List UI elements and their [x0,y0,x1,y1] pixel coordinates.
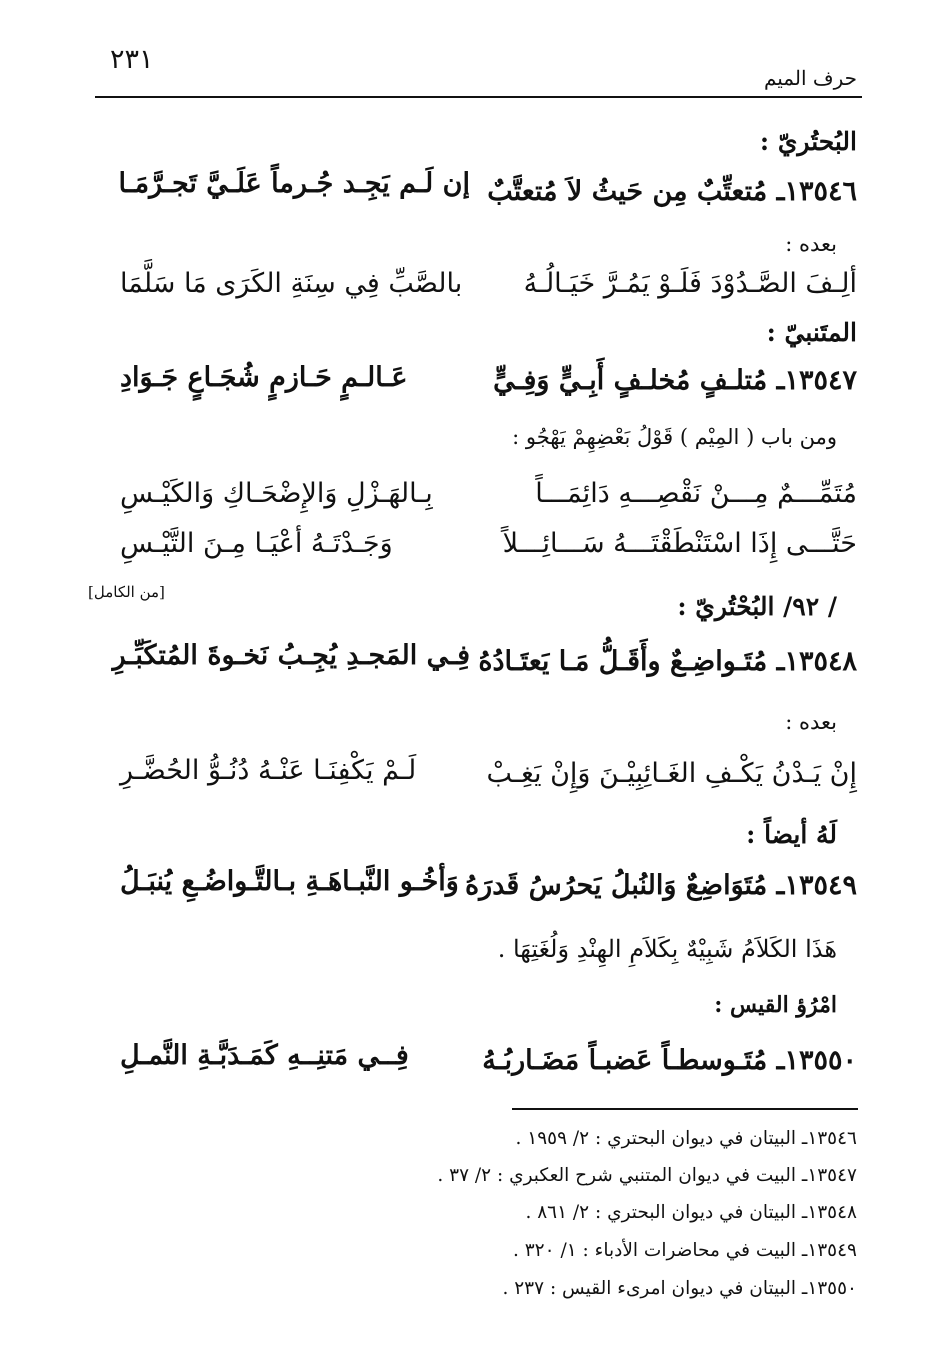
verse-hemistich-1: ١٣٥٤٦ـ مُتعتِّبٌ مِن حَيثُ لاَ مُتعتَّبٌ [487,176,857,207]
footnote: ١٣٥٤٩ـ البيت في محاضرات الأدباء : ١/ ٣٢٠ . [512,1240,857,1261]
verse-hemistich-2: فِـي المَجـدِ يُجِـبُ نَخـوةَ المُتكَبِّـرِ [112,640,470,671]
poet-heading: المتَنبيّ : [766,318,857,347]
verse-hemistich-1: ١٣٥٤٨ـ مُتَـواضِـعٌ وأَقَـلُّ مَـا يَعتَـادُهُ [478,646,857,677]
verse-hemistich-2: إن لَـم يَجِـد جُـرماً عَلَـيَّ تَجـرَّمَـا [118,168,470,199]
verse-hemistich-1: ألِـفَ الصَّـدُوْدَ فَلَـوْ يَمُـرَّ خَيَـالُـهُ [523,268,857,299]
verse-hemistich-1: ١٣٥٤٩ـ مُتَوَاضِعٌ وَالنُبلُ يَحرُسُ قَدرَهُ [465,870,857,901]
verse-hemistich-1: ١٣٥٤٧ـ مُتلـفٍ مُخلـفٍ أَبِـيٍّ وَفِـيٍّ [493,365,857,396]
poet-heading: لَهُ أيضاً : [746,820,837,849]
verse-hemistich-2: عَـالـمٍ حَـازمٍ شُجَـاعٍ جَـوَادِ [120,362,408,393]
footnote: ١٣٥٤٦ـ البيتان في ديوان البحتري : ٢/ ١٩٥٩ . [515,1128,857,1149]
poet-heading: البُحتُريّ : [759,127,857,156]
verse-hemistich-1: إِنْ يَـدْنُ يَكْـفِ الغَـائِبِيْـنَ وَإِنْ يَغِـبْ [486,758,857,789]
meter-label: [من الكامل] [88,583,165,601]
header-rule [95,96,862,98]
verse-hemistich-1: مُتَمِّـــمٌ مِـــنْ نَقْصِـــهِ دَائِمَـــاً [535,478,857,509]
intro-line: ومن باب ( المِيْم ) قَوْلُ بَعْضِهِمْ يَهْجُو : [512,425,837,449]
verse-hemistich-2: فِــي مَتنِــهِ كَمَـدَبَّـةِ النَّمـلِ [120,1040,409,1071]
verse-hemistich-2: بِـالهَـزْلِ وَالإِضْحَـاكِ وَالكَيْـسِ [120,478,433,509]
commentary-line: هَذَا الكَلاَمُ شَبِيْهٌ بِكَلاَمِ الهِنْدِ وَلُغَتِهَا . [497,935,837,963]
verse-hemistich-1: ١٣٥٥٠ـ مُتَـوسطـاً عَضبـاً مَضَـاربُـهُ [482,1045,857,1076]
verse-hemistich-2: وَجَـدْتَـهُ أعْيَـا مِـنَ التَّيْـسِ [120,528,393,559]
footnote: ١٣٥٤٨ـ البيتان في ديوان البحتري : ٢/ ٨٦١ . [525,1202,857,1223]
poet-heading: امْرُؤ القيس : [714,992,837,1018]
footnote: ١٣٥٥٠ـ البيتان في ديوان امرىء القيس : ٢٣٧ . [502,1278,857,1299]
after-label: بعده : [785,232,837,256]
verse-hemistich-2: بالصَّبِّ فِي سِنَةِ الكَرَى مَا سَلَّمَا [120,268,463,299]
after-label: بعده : [785,710,837,734]
running-title: حرف الميم [763,66,857,90]
verse-hemistich-1: حَتَّـــى إِذَا اسْتَنْطَقْتَـــهُ سَـــائِـــلاً [502,528,857,559]
page-number: ٢٣١ [110,44,154,75]
footnote-rule [512,1108,858,1110]
verse-hemistich-2: وَأخُـو النَّبـاهَـةِ بـالتَّـواضُـعِ يُنبَـلُ [120,866,459,897]
footnote: ١٣٥٤٧ـ البيت في ديوان المتنبي شرح العكبري : ٢/ ٣٧ . [437,1165,857,1186]
poet-heading: / ٩٢/ البُحْتُريّ : [677,592,837,621]
verse-hemistich-2: لَـمْ يَكْفِنَـا عَنْـهُ دُنُـوُّ الحُضَّـرِ [120,755,417,786]
